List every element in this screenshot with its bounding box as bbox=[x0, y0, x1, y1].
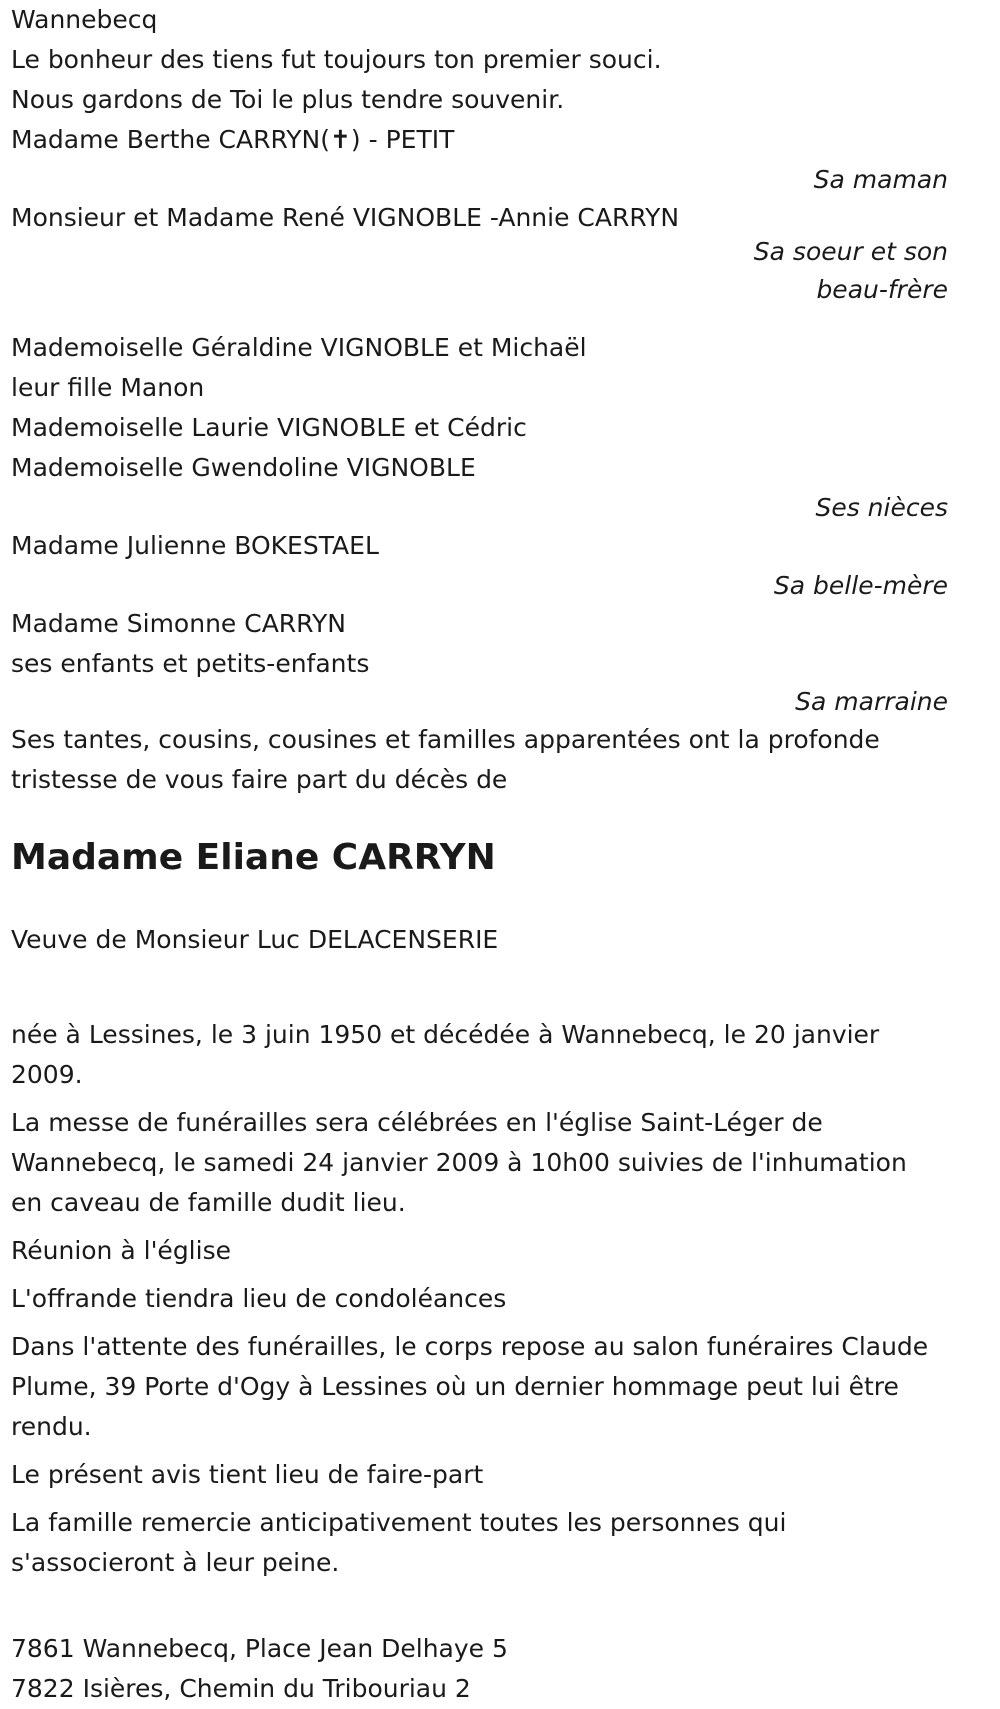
family-group bbox=[11, 120, 948, 200]
text-line: La messe de funérailles sera célébrées en l'église Saint-Léger de bbox=[11, 1108, 823, 1137]
text-line: Plume, 39 Porte d'Ogy à Lessines où un dernier hommage peut lui être bbox=[11, 1372, 899, 1401]
spacer bbox=[11, 960, 948, 1000]
family-name: Madame Berthe CARRYN(✝) - PETIT bbox=[11, 125, 455, 154]
address-line: 7861 Wannebecq, Place Jean Delhaye 5 bbox=[11, 1634, 508, 1663]
addresses bbox=[11, 1629, 948, 1709]
announcement bbox=[11, 720, 948, 800]
mass-info bbox=[11, 1103, 948, 1223]
verse-line: Nous gardons de Toi le plus tendre souvenir. bbox=[11, 85, 565, 114]
family-name: Madame Julienne BOKESTAEL bbox=[11, 531, 379, 560]
announcement-line: tristesse de vous faire part du décès de bbox=[11, 765, 508, 794]
family-group bbox=[11, 604, 948, 722]
text-line: Réunion à l'église bbox=[11, 1236, 231, 1265]
announcement-line: Ses tantes, cousins, cousines et familles apparentées ont la profonde bbox=[11, 725, 880, 754]
text-line: née à Lessines, le 3 juin 1950 et décédée à Wannebecq, le 20 janvier bbox=[11, 1020, 880, 1049]
header bbox=[11, 0, 948, 120]
text-line: La famille remercie anticipativement toutes les personnes qui bbox=[11, 1508, 787, 1537]
family-name: leur fille Manon bbox=[11, 373, 205, 402]
text-line: en caveau de famille dudit lieu. bbox=[11, 1188, 406, 1217]
family-name: Monsieur et Madame René VIGNOBLE -Annie CARRYN bbox=[11, 203, 680, 232]
text-line: Dans l'attente des funérailles, le corps repose au salon funéraires Claude bbox=[11, 1332, 929, 1361]
family-name: Madame Simonne CARRYN bbox=[11, 609, 346, 638]
offering-info bbox=[11, 1279, 948, 1319]
text-line: L'offrande tiendra lieu de condoléances bbox=[11, 1284, 507, 1313]
text-line: Le présent avis tient lieu de faire-part bbox=[11, 1460, 484, 1489]
thanks-info bbox=[11, 1503, 948, 1583]
family-group bbox=[11, 526, 948, 606]
text-line: rendu. bbox=[11, 1412, 92, 1441]
notice-info bbox=[11, 1455, 948, 1495]
text-line: 2009. bbox=[11, 1060, 83, 1089]
relation-label: Sa maman bbox=[813, 165, 948, 194]
relation-label: Ses nièces bbox=[815, 493, 948, 522]
family-name: Mademoiselle Gwendoline VIGNOBLE bbox=[11, 453, 476, 482]
relation-label: Sa soeur et son bbox=[753, 237, 948, 266]
family-name: ses enfants et petits-enfants bbox=[11, 649, 370, 678]
meeting-info bbox=[11, 1231, 948, 1271]
address-line: 7822 Isières, Chemin du Tribouriau 2 bbox=[11, 1674, 471, 1703]
rest-info bbox=[11, 1327, 948, 1447]
family-name: Mademoiselle Géraldine VIGNOBLE et Michaël bbox=[11, 333, 587, 362]
text-line: s'associeront à leur peine. bbox=[11, 1548, 340, 1577]
deceased-name: Madame Eliane CARRYN bbox=[11, 837, 496, 878]
family-group bbox=[11, 198, 948, 310]
text-line: Wannebecq, le samedi 24 janvier 2009 à 10h00 suivies de l'inhumation bbox=[11, 1148, 907, 1177]
birth-death bbox=[11, 1015, 948, 1095]
verse-line: Le bonheur des tiens fut toujours ton premier souci. bbox=[11, 45, 662, 74]
family-name: Mademoiselle Laurie VIGNOBLE et Cédric bbox=[11, 413, 527, 442]
relation-label: Sa marraine bbox=[795, 687, 948, 716]
relation-label: beau-frère bbox=[816, 275, 948, 304]
widow-of: Veuve de Monsieur Luc DELACENSERIE bbox=[11, 925, 499, 954]
location: Wannebecq bbox=[11, 5, 158, 34]
relation-label: Sa belle-mère bbox=[773, 571, 948, 600]
spacer bbox=[11, 1591, 948, 1629]
family-group bbox=[11, 328, 948, 528]
